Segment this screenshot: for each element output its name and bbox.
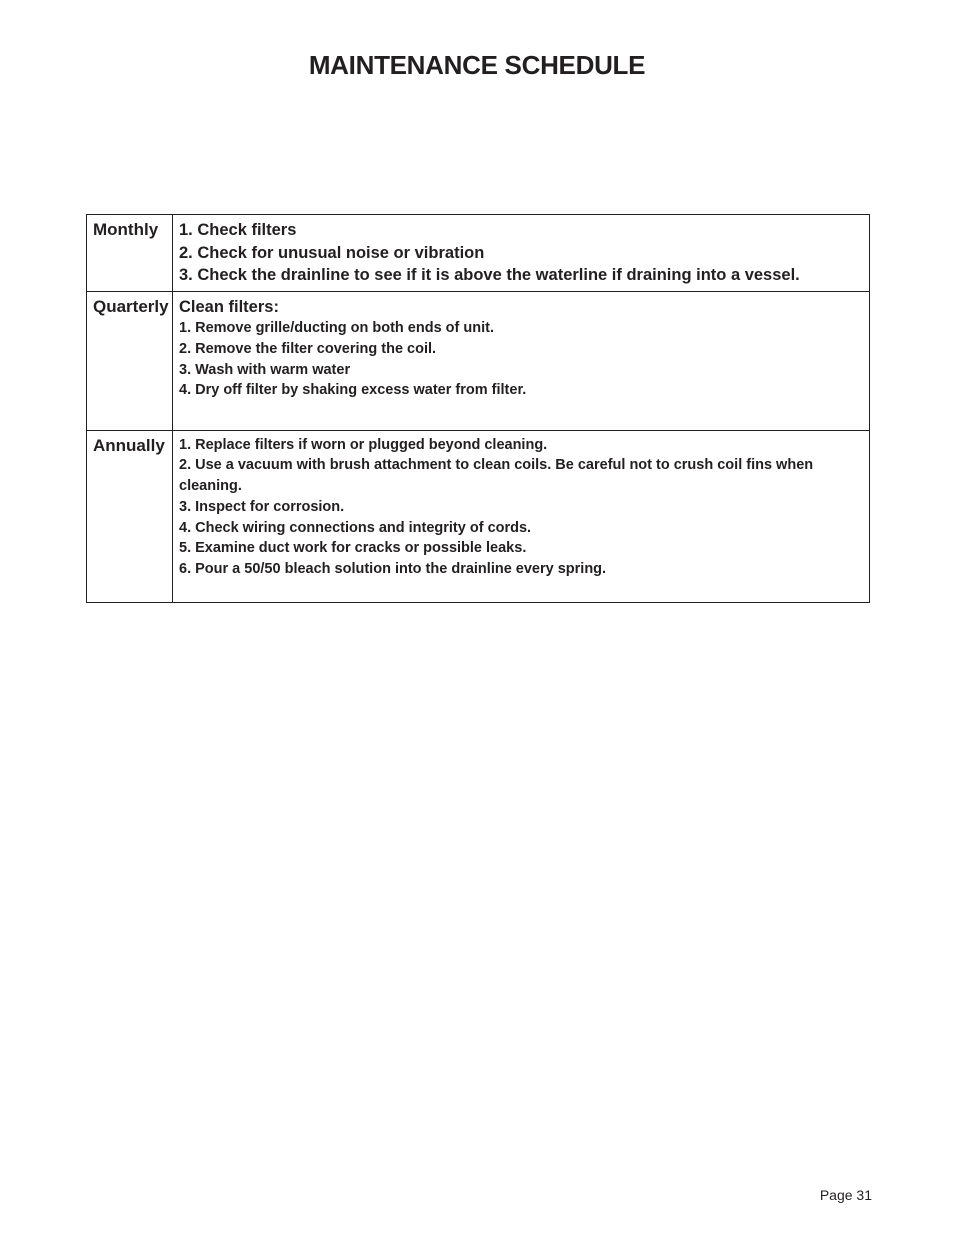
table-row-annually (87, 430, 870, 602)
task-item: 1. Replace filters if worn or plugged beyond cleaning. (179, 436, 548, 453)
table-row-monthly (87, 215, 870, 292)
period-cell-annually: Annually (87, 430, 173, 602)
page-title: MAINTENANCE SCHEDULE (308, 50, 646, 80)
task-item: 6. Pour a 50/50 bleach solution into the drainline every spring. (179, 561, 607, 578)
tasks-cell-annually (173, 430, 870, 602)
task-item: 1. Check filters (179, 221, 297, 239)
period-cell-quarterly: Quarterly (87, 291, 173, 430)
task-item: 4. Dry off filter by shaking excess water from filter. (179, 382, 527, 399)
tasks-cell-monthly (173, 215, 870, 292)
tasks-cell-quarterly (173, 291, 870, 430)
task-item: 4. Check wiring connections and integrity of cords. (179, 519, 532, 536)
task-item: 2. Use a vacuum with brush attachment to clean coils. Be careful not to crush coil fins when cleaning. (179, 457, 814, 495)
task-item: 2. Check for unusual noise or vibration (179, 243, 485, 262)
task-item: 3. Wash with warm water (179, 361, 351, 378)
maintenance-schedule-table (86, 214, 870, 603)
task-item: 5. Examine duct work for cracks or possible leaks. (179, 540, 527, 557)
table-row-quarterly (87, 291, 870, 430)
period-cell-monthly: Monthly (87, 215, 173, 292)
task-heading: Clean filters: (179, 297, 279, 316)
task-item: 3. Inspect for corrosion. (179, 498, 345, 515)
page-number: Page 31 (819, 1187, 872, 1203)
task-item: 1. Remove grille/ducting on both ends of unit. (179, 320, 494, 336)
task-item: 3. Check the drainline to see if it is above the waterline if draining into a vessel. (179, 266, 800, 284)
task-item: 2. Remove the filter covering the coil. (179, 340, 437, 357)
